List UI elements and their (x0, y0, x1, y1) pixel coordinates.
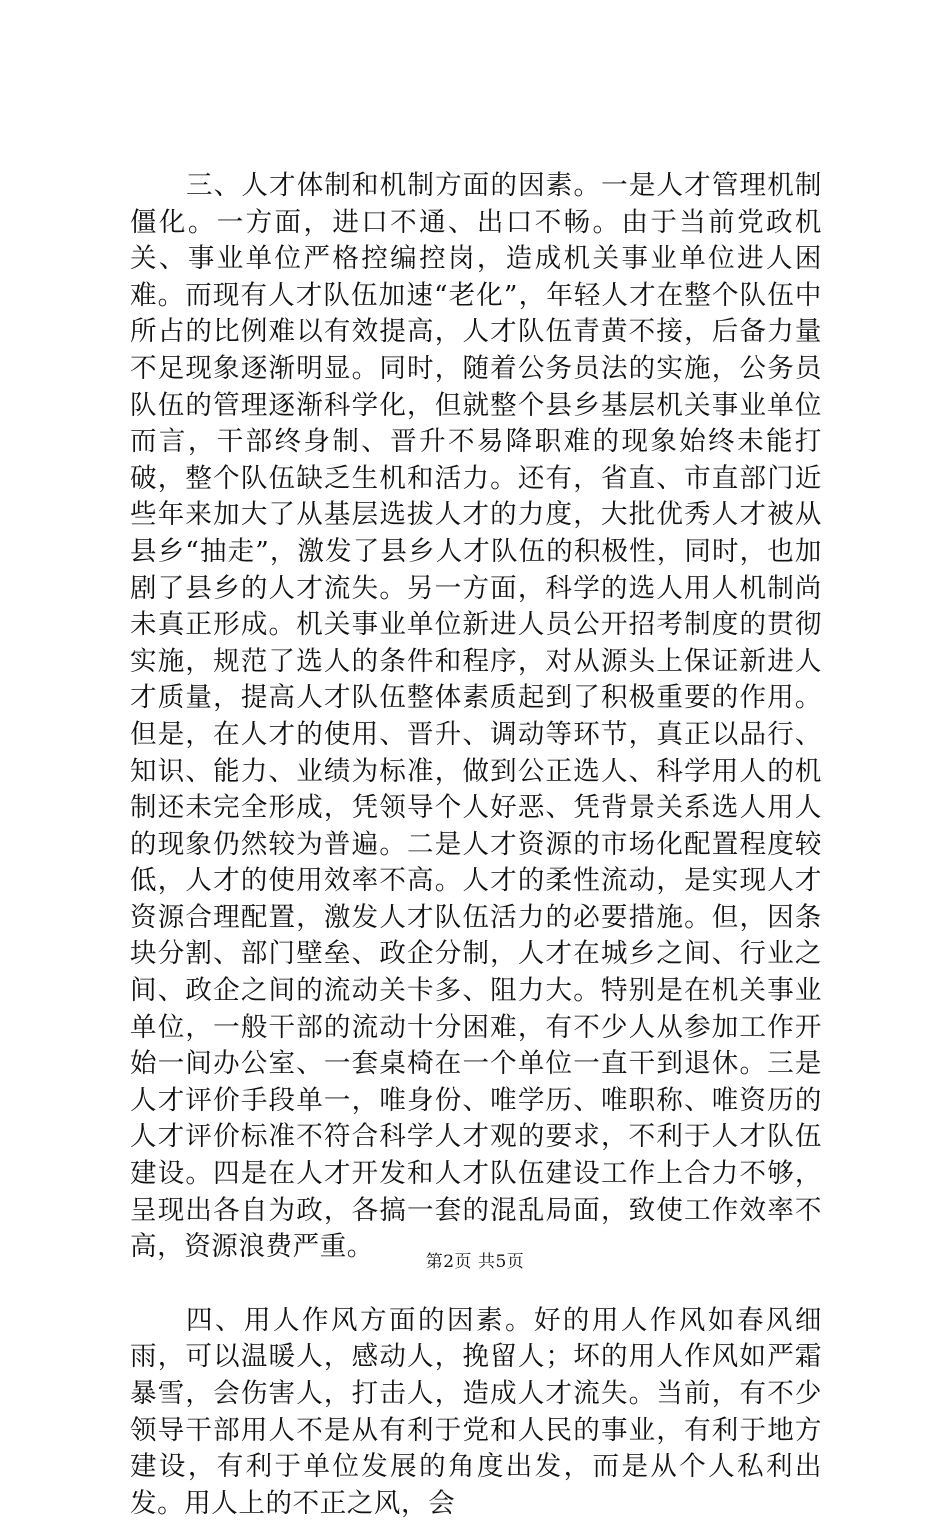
page-number-footer: 第2页 共5页 (425, 1252, 525, 1272)
paragraph-employment-style-factors: 四、用人作风方面的因素。好的用人作风如春风细雨，可以温暖人，感动人，挽留人；坏的用人作风如严霜暴雪，会伤害人，打击人，造成人才流失。当前，有不少领导干部用人不是从有利于党和人民的事业，有利于地方建设，有利于单位发展的角度出发，而是从个人私利出发。用人上的不正之风，会 (130, 1304, 822, 1519)
document-body (130, 168, 822, 1522)
paragraph-talent-system-factors: 三、人才体制和机制方面的因素。一是人才管理机制僵化。一方面，进口不通、出口不畅。由于当前党政机关、事业单位严格控编控岗，造成机关事业单位进人困难。而现有人才队伍加速“老化”，年轻人才在整个队伍中所占的比例难以有效提高，人才队伍青黄不接，后备力量不足现象逐渐明显。同时，随着公务员法的实施，公务员队伍的管理逐渐科学化，但就整个县乡基层机关事业单位而言，干部终身制、晋升不易降职难的现象始终未能打破，整个队伍缺乏生机和活力。还有，省直、市直部门近些年来加大了从基层选拔人才的力度，大批优秀人才被从县乡“抽走”，激发了县乡人才队伍的积极性，同时，也加剧了县乡的人才流失。另一方面，科学的选人用人机制尚未真正形成。机关事业单位新进人员公开招考制度的贯彻实施，规范了选人的条件和程序，对从源头上保证新进人才质量，提高人才队伍整体素质起到了积极重要的作用。但是，在人才的使用、晋升、调动等环节，真正以品行、知识、能力、业绩为标准，做到公正选人、科学用人的机制还未完全形成，凭领导个人好恶、凭背景关系选人用人的现象仍然较为普遍。二是人才资源的市场化配置程度较低，人才的使用效率不高。人才的柔性流动，是实现人才资源合理配置，激发人才队伍活力的必要措施。但，因条块分割、部门壁垒、政企分制，人才在城乡之间、行业之间、政企之间的流动关卡多、阻力大。特别是在机关事业单位，一般干部的流动十分困难，有不少人从参加工作开始一间办公室、一套桌椅在一个单位一直干到退休。三是人才评价手段单一，唯身份、唯学历、唯职称、唯资历的人才评价标准不符合科学人才观的要求，不利于人才队伍建设。四是在人才开发和人才队伍建设工作上合力不够，呈现出各自为政，各搞一套的混乱局面，致使工作效率不高，资源浪费严重。 (130, 170, 822, 1263)
